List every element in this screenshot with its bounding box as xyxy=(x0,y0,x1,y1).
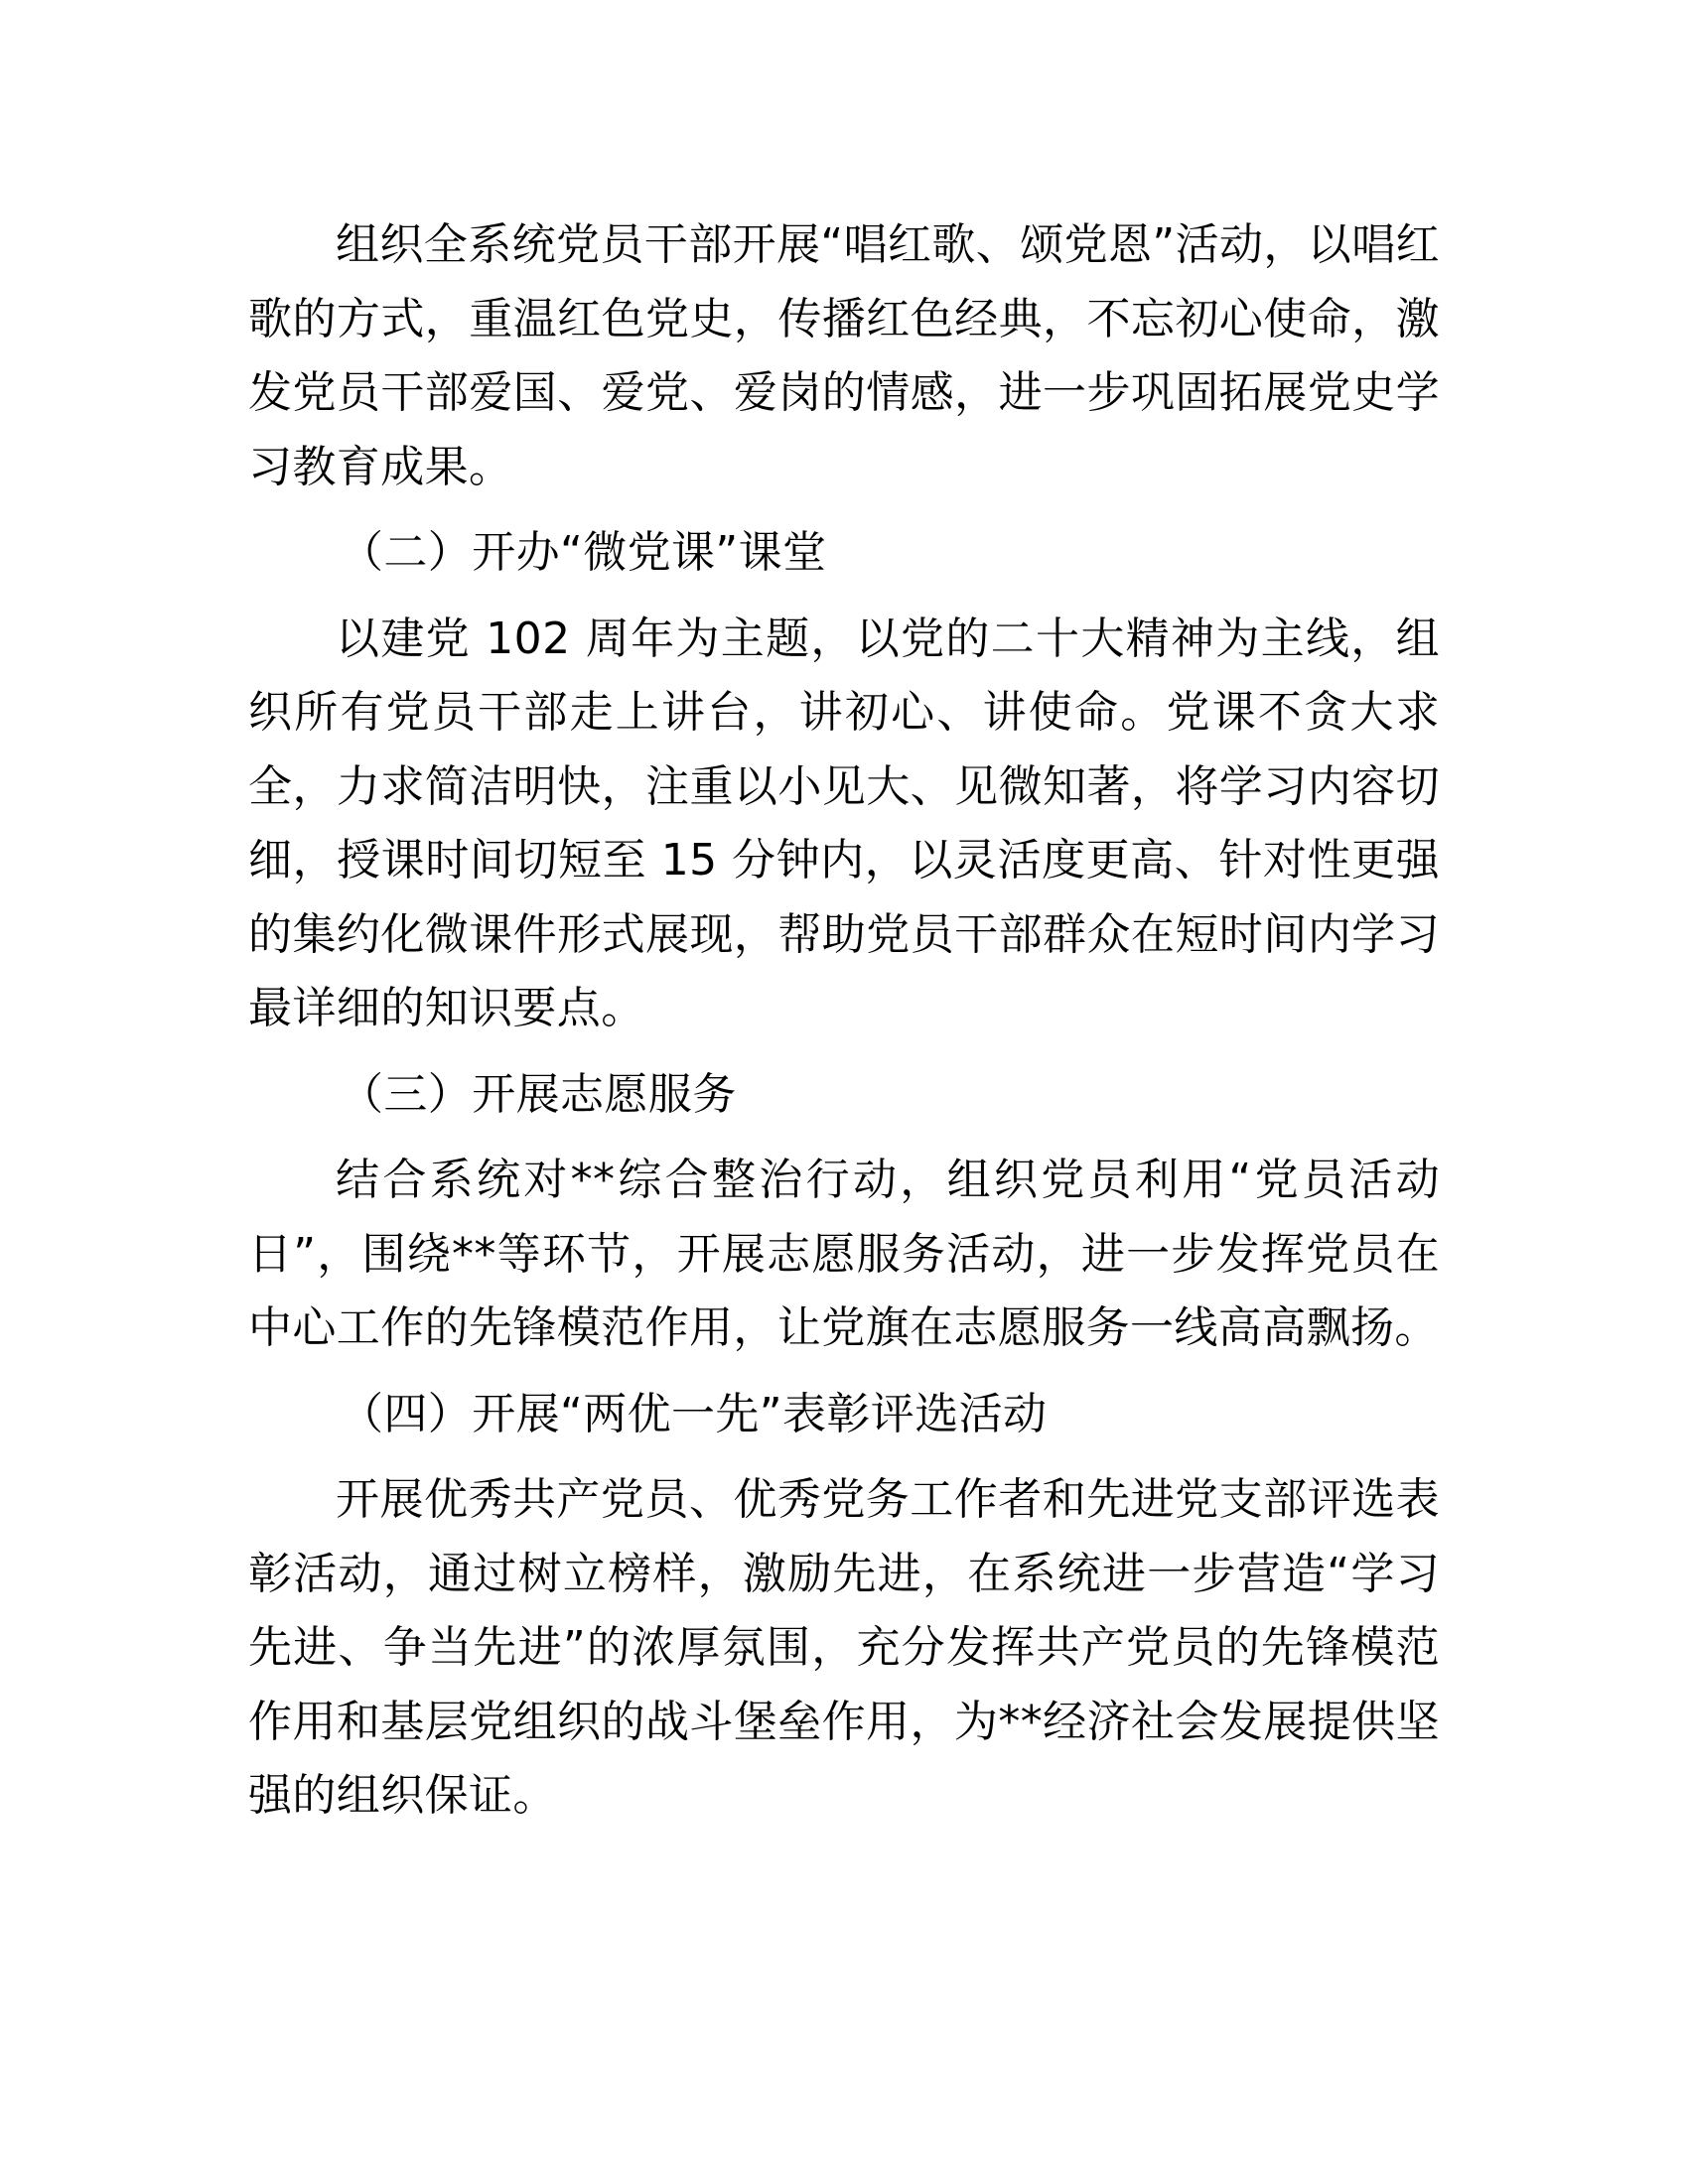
section-heading-micro-party-class: （二）开办“微党课”课堂 xyxy=(340,527,827,578)
paragraph-sing-red-songs: 组织全系统党员干部开展“唱红歌、颂党恩”活动，以唱红歌的方式，重温红色党史，传播红色经典，不忘初心使命，激发党员干部爱国、爱党、爱岗的情感，进一步巩固拓展党史学习教育成果。 xyxy=(248,219,1440,492)
section-heading-awards-selection: （四）开展“两优一先”表彰评选活动 xyxy=(340,1388,1048,1439)
section-heading-volunteer-service: （三）开展志愿服务 xyxy=(340,1068,737,1120)
paragraph-volunteer-service: 结合系统对**综合整治行动，组织党员利用“党员活动日”，围绕**等环节，开展志愿服务活动，进一步发挥党员在中心工作的先锋模范作用，让党旗在志愿服务一线高高飘扬。 xyxy=(248,1155,1440,1353)
document-body xyxy=(248,208,1440,1834)
paragraph-micro-party-class: 以建党 102 周年为主题，以党的二十大精神为主线，组织所有党员干部走上讲台，讲初心、讲使命。党课不贪大求全，力求简洁明快，注重以小见大、见微知著，将学习内容切细，授课时间切短至 15 分钟内，以灵活度更高、针对性更强的集约化微课件形式展现，帮助党员干部群众在短时间内学习最详细的知识要点。 xyxy=(248,613,1440,1033)
paragraph-awards-selection: 开展优秀共产党员、优秀党务工作者和先进党支部评选表彰活动，通过树立榜样，激励先进，在系统进一步营造“学习先进、争当先进”的浓厚氛围，充分发挥共产党员的先锋模范作用和基层党组织的战斗堡垒作用，为**经济社会发展提供坚强的组织保证。 xyxy=(248,1474,1440,1821)
